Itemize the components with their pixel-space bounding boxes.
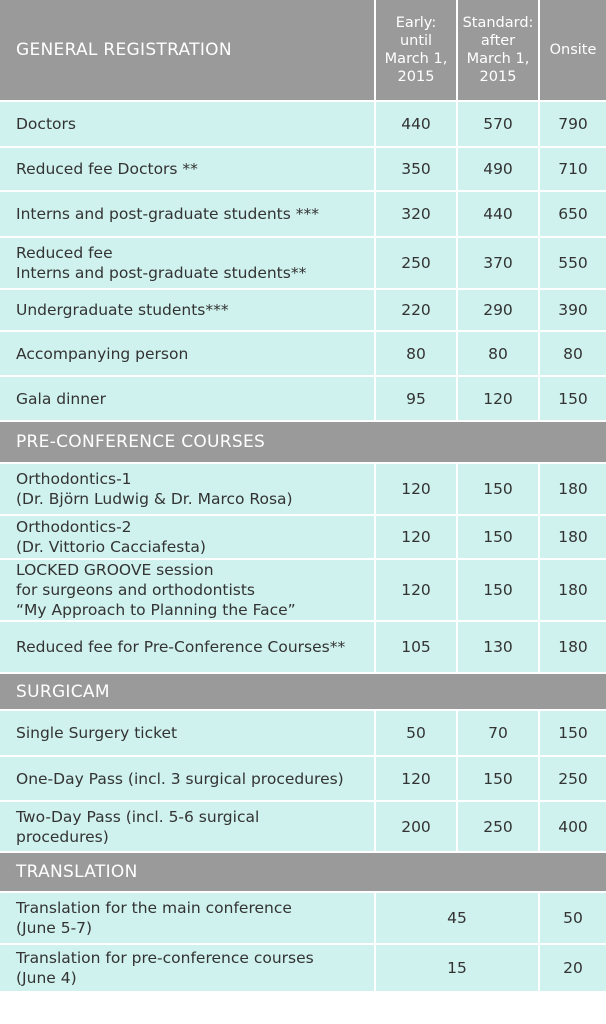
price-standard: 290	[458, 290, 540, 332]
row-label: Single Surgery ticket	[0, 711, 376, 757]
price-onsite: 790	[540, 102, 606, 148]
price-onsite: 650	[540, 192, 606, 238]
price-standard: 150	[458, 757, 540, 802]
price-onsite: 150	[540, 711, 606, 757]
row-label: LOCKED GROOVE session for surgeons and orthodontists “My Approach to Planning the Face”	[0, 560, 376, 622]
price-early: 80	[376, 332, 458, 377]
price-standard: 490	[458, 148, 540, 192]
price-standard: 370	[458, 238, 540, 290]
price-early: 120	[376, 516, 458, 560]
price-early: 105	[376, 622, 458, 674]
price-standard: 70	[458, 711, 540, 757]
price-onsite: 710	[540, 148, 606, 192]
price-early-standard: 15	[376, 945, 540, 993]
section-heading-pre-conference: PRE-CONFERENCE COURSES	[0, 422, 606, 464]
price-standard: 120	[458, 377, 540, 422]
general-registration-heading: GENERAL REGISTRATION	[0, 0, 376, 102]
price-onsite: 180	[540, 622, 606, 674]
row-label: Doctors	[0, 102, 376, 148]
price-onsite: 20	[540, 945, 606, 993]
price-standard: 570	[458, 102, 540, 148]
price-onsite: 150	[540, 377, 606, 422]
row-label: Reduced fee Interns and post-graduate students**	[0, 238, 376, 290]
price-early: 220	[376, 290, 458, 332]
row-label: One-Day Pass (incl. 3 surgical procedures)	[0, 757, 376, 802]
price-early: 440	[376, 102, 458, 148]
section-heading-surgicam: SURGICAM	[0, 674, 606, 711]
price-standard: 250	[458, 802, 540, 853]
row-label: Undergraduate students***	[0, 290, 376, 332]
price-onsite: 400	[540, 802, 606, 853]
price-standard: 150	[458, 516, 540, 560]
price-standard: 150	[458, 560, 540, 622]
price-onsite: 550	[540, 238, 606, 290]
row-label: Gala dinner	[0, 377, 376, 422]
price-early: 50	[376, 711, 458, 757]
section-heading-translation: TRANSLATION	[0, 853, 606, 893]
column-header-onsite: Onsite	[540, 0, 606, 102]
price-onsite: 390	[540, 290, 606, 332]
price-onsite: 50	[540, 893, 606, 945]
price-onsite: 180	[540, 516, 606, 560]
column-header-standard: Standard: after March 1, 2015	[458, 0, 540, 102]
price-early: 95	[376, 377, 458, 422]
price-onsite: 80	[540, 332, 606, 377]
row-label: Interns and post-graduate students ***	[0, 192, 376, 238]
price-standard: 80	[458, 332, 540, 377]
row-label: Orthodontics-1 (Dr. Björn Ludwig & Dr. Marco Rosa)	[0, 464, 376, 516]
column-header-early: Early: until March 1, 2015	[376, 0, 458, 102]
price-early: 250	[376, 238, 458, 290]
row-label: Two-Day Pass (incl. 5-6 surgical procedures)	[0, 802, 376, 853]
price-onsite: 180	[540, 560, 606, 622]
price-early: 350	[376, 148, 458, 192]
price-standard: 440	[458, 192, 540, 238]
price-onsite: 180	[540, 464, 606, 516]
row-label: Reduced fee for Pre-Conference Courses**	[0, 622, 376, 674]
row-label: Reduced fee Doctors **	[0, 148, 376, 192]
row-label: Accompanying person	[0, 332, 376, 377]
row-label: Translation for the main conference (June 5-7)	[0, 893, 376, 945]
price-standard: 150	[458, 464, 540, 516]
price-early: 320	[376, 192, 458, 238]
price-early: 120	[376, 560, 458, 622]
row-label: Orthodontics-2 (Dr. Vittorio Cacciafesta)	[0, 516, 376, 560]
row-label: Translation for pre-conference courses (June 4)	[0, 945, 376, 993]
price-early: 200	[376, 802, 458, 853]
price-early: 120	[376, 757, 458, 802]
price-early: 120	[376, 464, 458, 516]
price-early-standard: 45	[376, 893, 540, 945]
price-onsite: 250	[540, 757, 606, 802]
price-standard: 130	[458, 622, 540, 674]
